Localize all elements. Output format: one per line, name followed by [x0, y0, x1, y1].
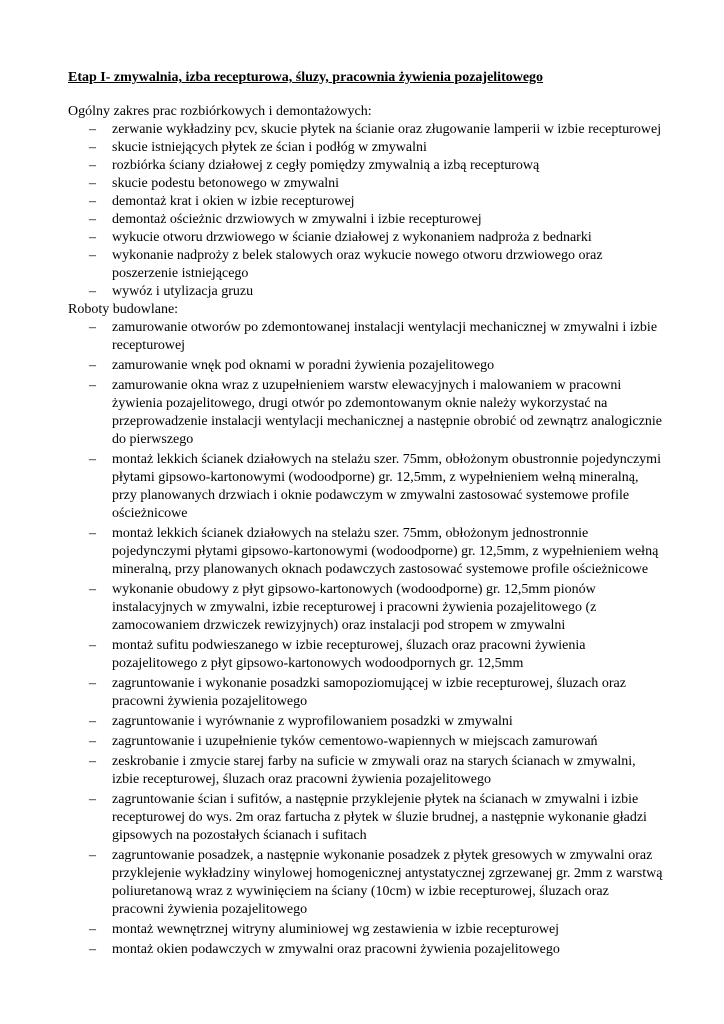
list-item: – skucie istniejących płytek ze ścian i podłóg w zmywalni	[112, 139, 664, 157]
list-item: – zagruntowanie ścian i sufitów, a następnie przyklejenie płytek na ścianach w zmywalni i izbie recepturowej do wys. 2m oraz fartucha z płytek w śluzie brudnej, a następnie wykonanie gładzi gipsowych na pozostałych ścianach i sufitach	[112, 791, 664, 845]
list-item: – montaż lekkich ścianek działowych na stelażu szer. 75mm, obłożonym obustronnie pojedynczymi płytami gipsowo-kartonowymi (wodoodporne) gr. 12,5mm, z wypełnieniem wełną mineralną, przy planowanych drzwiach i oknie podawczym w zmywalni zastosować systemowe profile ościeżnicowe	[112, 451, 664, 523]
list-item: – rozbiórka ściany działowej z cegły pomiędzy zmywalnią a izbą recepturową	[112, 157, 664, 175]
list-item: – zamurowanie wnęk pod oknami w poradni żywienia pozajelitowego	[112, 357, 664, 375]
list-item: – demontaż ościeżnic drzwiowych w zmywalni i izbie recepturowej	[112, 211, 664, 229]
list-item: – zagruntowanie i wykonanie posadzki samopoziomującej w izbie recepturowej, śluzach oraz pracowni żywienia pozajelitowego	[112, 675, 664, 711]
construction-list	[68, 319, 664, 959]
list-item: – montaż okien podawczych w zmywalni oraz pracowni żywienia pozajelitowego	[112, 941, 664, 959]
list-item: – skucie podestu betonowego w zmywalni	[112, 175, 664, 193]
list-item: – montaż sufitu podwieszanego w izbie recepturowej, śluzach oraz pracowni żywienia pozajelitowego z płyt gipsowo-kartonowych wodoodpornych gr. 12,5mm	[112, 637, 664, 673]
list-item: – zeskrobanie i zmycie starej farby na suficie w zmywali oraz na starych ścianach w zmywalni, izbie recepturowej, śluzach oraz pracowni żywienia pozajelitowego	[112, 753, 664, 789]
list-item: – zagruntowanie posadzek, a następnie wykonanie posadzek z płytek gresowych w zmywalni oraz przyklejenie wykładziny winylowej homogenicznej antystatycznej zgrzewanej gr. 2mm z warstwą poliuretanową wraz z wywinięciem na ściany (10cm) w izbie recepturowej, śluzach oraz pracowni żywienia pozajelitowego	[112, 847, 664, 919]
list-item: – zamurowanie otworów po zdemontowanej instalacji wentylacji mechanicznej w zmywalni i izbie recepturowej	[112, 319, 664, 355]
list-item: – zagruntowanie i wyrównanie z wyprofilowaniem posadzki w zmywalni	[112, 713, 664, 731]
list-item: – wykonanie nadproży z belek stalowych oraz wykucie nowego otworu drzwiowego oraz poszerzenie istniejącego	[112, 247, 664, 283]
list-item: – zerwanie wykładziny pcv, skucie płytek na ścianie oraz zługowanie lamperii w izbie recepturowej	[112, 121, 664, 139]
construction-heading: Roboty budowlane:	[68, 302, 179, 317]
demolition-heading: Ogólny zakres prac rozbiórkowych i demontażowych:	[68, 104, 372, 119]
list-item: – demontaż krat i okien w izbie recepturowej	[112, 193, 664, 211]
list-item: – wykucie otworu drzwiowego w ścianie działowej z wykonaniem nadproża z bednarki	[112, 229, 664, 247]
document-title: Etap I- zmywalnia, izba recepturowa, śluzy, pracownia żywienia pozajelitowego	[68, 70, 544, 85]
demolition-list	[68, 121, 664, 301]
list-item: – montaż wewnętrznej witryny aluminiowej wg zestawienia w izbie recepturowej	[112, 921, 664, 939]
list-item: – zamurowanie okna wraz z uzupełnieniem warstw elewacyjnych i malowaniem w pracowni żywienia pozajelitowego, drugi otwór po zdemontowanym oknie należy wykorzystać na przeprowadzenie instalacji wentylacji mechanicznej a następnie obrobić od zewnątrz analogicznie do pierwszego	[112, 377, 664, 449]
list-item: – zagruntowanie i uzupełnienie tyków cementowo-wapiennych w miejscach zamurowań	[112, 733, 664, 751]
list-item: – wywóz i utylizacja gruzu	[112, 283, 664, 301]
list-item: – wykonanie obudowy z płyt gipsowo-kartonowych (wodoodporne) gr. 12,5mm pionów instalacyjnych w zmywalni, izbie recepturowej i pracowni żywienia pozajelitowego (z zamocowaniem drzwiczek rewizyjnych) oraz instalacji pod stropem w zmywalni	[112, 581, 664, 635]
list-item: – montaż lekkich ścianek działowych na stelażu szer. 75mm, obłożonym jednostronnie pojedynczymi płytami gipsowo-kartonowymi (wodoodporne) gr. 12,5mm, z wypełnieniem wełną mineralną, przy planowanych oknach podawczych zastosować systemowe profile ościeżnicowe	[112, 525, 664, 579]
